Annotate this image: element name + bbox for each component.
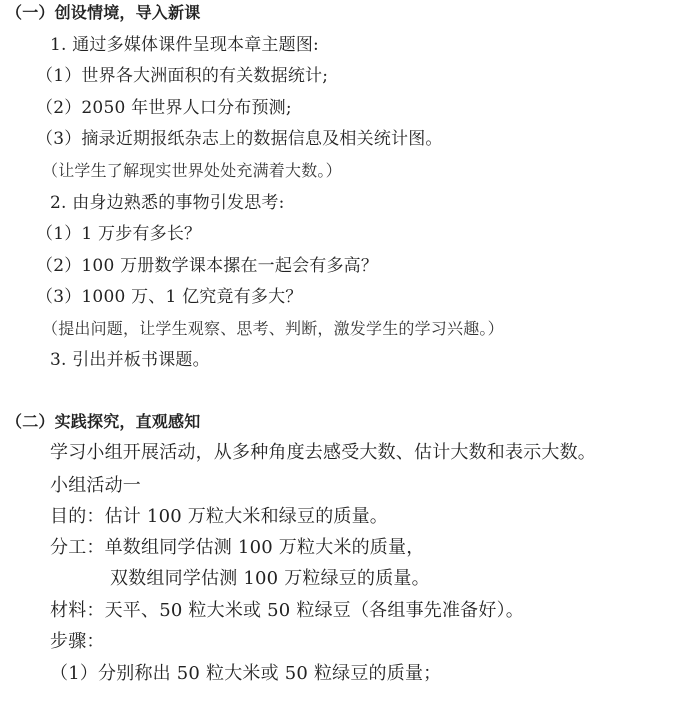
section-heading-1: （一）创设情境，导入新课 [6, 3, 201, 22]
activity-purpose: 目的：估计 100 万粒大米和绿豆的质量。 [50, 506, 388, 527]
section1-question-2: （2）100 万册数学课本摞在一起会有多高？ [36, 256, 379, 276]
section1-item-2: 2. 由身边熟悉的事物引发思考: [50, 193, 285, 213]
activity-division-1: 分工：单数组同学估测 100 万粒大米的质量， [50, 537, 425, 558]
section1-sub-item-3: （3）摘录近期报纸杂志上的数据信息及相关统计图。 [36, 129, 443, 149]
section2-intro: 学习小组开展活动，从多种角度去感受大数、估计大数和表示大数。 [50, 442, 596, 463]
activity-title: 小组活动一 [50, 475, 141, 496]
section1-question-3: （3）1000 万、1 亿究竟有多大？ [36, 287, 303, 307]
section1-sub-item-1: （1）世界各大洲面积的有关数据统计; [36, 66, 329, 86]
section1-sub-item-2: （2）2050 年世界人口分布预测; [36, 98, 292, 118]
section1-item-3: 3. 引出并板书课题。 [50, 350, 210, 370]
activity-division-2: 双数组同学估测 100 万粒绿豆的质量。 [110, 568, 430, 589]
section1-note-1: （让学生了解现实世界处处充满着大数。） [42, 161, 342, 180]
activity-materials: 材料：天平、50 粒大米或 50 粒绿豆（各组事先准备好）。 [50, 600, 524, 621]
section1-item-1: 1. 通过多媒体课件呈现本章主题图: [50, 35, 319, 55]
activity-step-1: （1）分别称出 50 粒大米或 50 粒绿豆的质量； [50, 663, 442, 684]
section-heading-2: （二）实践探究，直观感知 [6, 412, 201, 431]
section1-question-1: （1）1 万步有多长？ [36, 224, 202, 244]
section1-note-2: （提出问题，让学生观察、思考、判断，激发学生的学习兴趣。） [42, 319, 504, 338]
activity-steps-label: 步骤： [50, 631, 105, 652]
